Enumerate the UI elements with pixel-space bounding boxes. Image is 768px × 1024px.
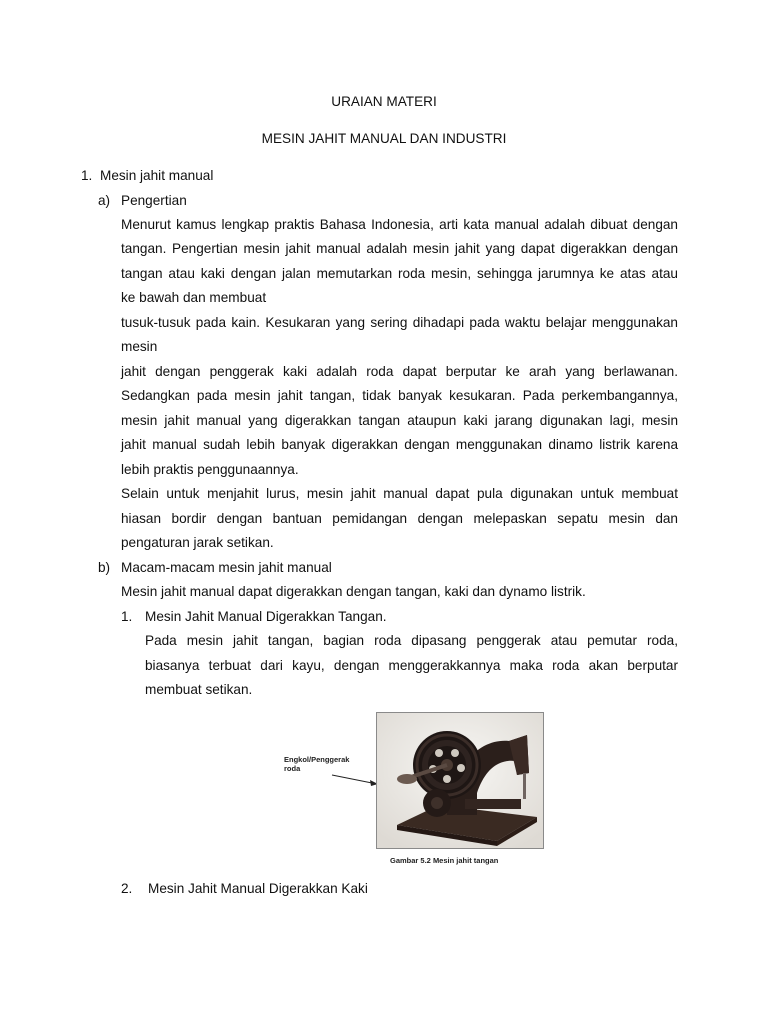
item1-line: biasanya terbuat dari kayu, dengan menggerakkannya maka roda akan berputar: [145, 658, 678, 673]
sub-a-heading: Pengertian: [121, 193, 187, 208]
item1-heading: Mesin Jahit Manual Digerakkan Tangan.: [145, 609, 387, 624]
paragraph-line: jahit manual sudah lebih banyak digerakkan dengan menggunakan dinamo listrik karena: [121, 437, 678, 452]
sub-b-letter: b): [98, 560, 111, 575]
sub-b-heading: Macam-macam mesin jahit manual: [121, 560, 332, 575]
document-title: URAIAN MATERI: [331, 94, 437, 109]
sub-a-letter: a): [98, 193, 111, 208]
paragraph-line: tangan. Pengertian mesin jahit manual adalah mesin jahit yang dapat digerakkan dengan: [121, 241, 678, 256]
sewing-machine-photo: [376, 712, 544, 849]
paragraph-line: lebih praktis penggunaannya.: [121, 462, 299, 477]
paragraph-line: Sedangkan pada mesin jahit tangan, tidak banyak kesukaran. Pada perkembangannya,: [121, 388, 678, 403]
paragraph-line: ke bawah dan membuat: [121, 290, 267, 305]
paragraph-line: hiasan bordir dengan bantuan pemidangan dengan melepaskan sepatu mesin dan: [121, 511, 678, 526]
callout-arrow: [330, 772, 380, 788]
paragraph-line: mesin jahit manual yang digerakkan tangan ataupun kaki jarang digunakan lagi, mesin: [121, 413, 678, 428]
paragraph-line: Selain untuk menjahit lurus, mesin jahit manual dapat pula digunakan untuk membuat: [121, 486, 678, 501]
paragraph-line: tangan atau kaki dengan jalan memutarkan roda mesin, sehingga jarumnya ke atas atau: [121, 266, 678, 281]
figure-callout-label: Engkol/Penggerak roda: [284, 755, 350, 773]
item1-line: membuat setikan.: [145, 682, 253, 697]
paragraph-line: mesin: [121, 339, 158, 354]
section-heading: Mesin jahit manual: [100, 168, 214, 183]
document-subtitle: MESIN JAHIT MANUAL DAN INDUSTRI: [261, 131, 507, 146]
sub-b-intro: Mesin jahit manual dapat digerakkan dengan tangan, kaki dan dynamo listrik.: [121, 584, 586, 599]
paragraph-line: jahit dengan penggerak kaki adalah roda dapat berputar ke arah yang berlawanan.: [121, 364, 678, 379]
item2-number: 2.: [121, 881, 133, 896]
figure-caption: Gambar 5.2 Mesin jahit tangan: [390, 856, 499, 865]
item1-line: Pada mesin jahit tangan, bagian roda dipasang penggerak atau pemutar roda,: [145, 633, 678, 648]
paragraph-line: Menurut kamus lengkap praktis Bahasa Indonesia, arti kata manual adalah dibuat dengan: [121, 217, 678, 232]
section-number: 1.: [81, 168, 93, 183]
paragraph-line: tusuk-tusuk pada kain. Kesukaran yang sering dihadapi pada waktu belajar menggunakan: [121, 315, 678, 330]
paragraph-line: pengaturan jarak setikan.: [121, 535, 274, 550]
item1-number: 1.: [121, 609, 133, 624]
item2-heading: Mesin Jahit Manual Digerakkan Kaki: [148, 881, 368, 896]
